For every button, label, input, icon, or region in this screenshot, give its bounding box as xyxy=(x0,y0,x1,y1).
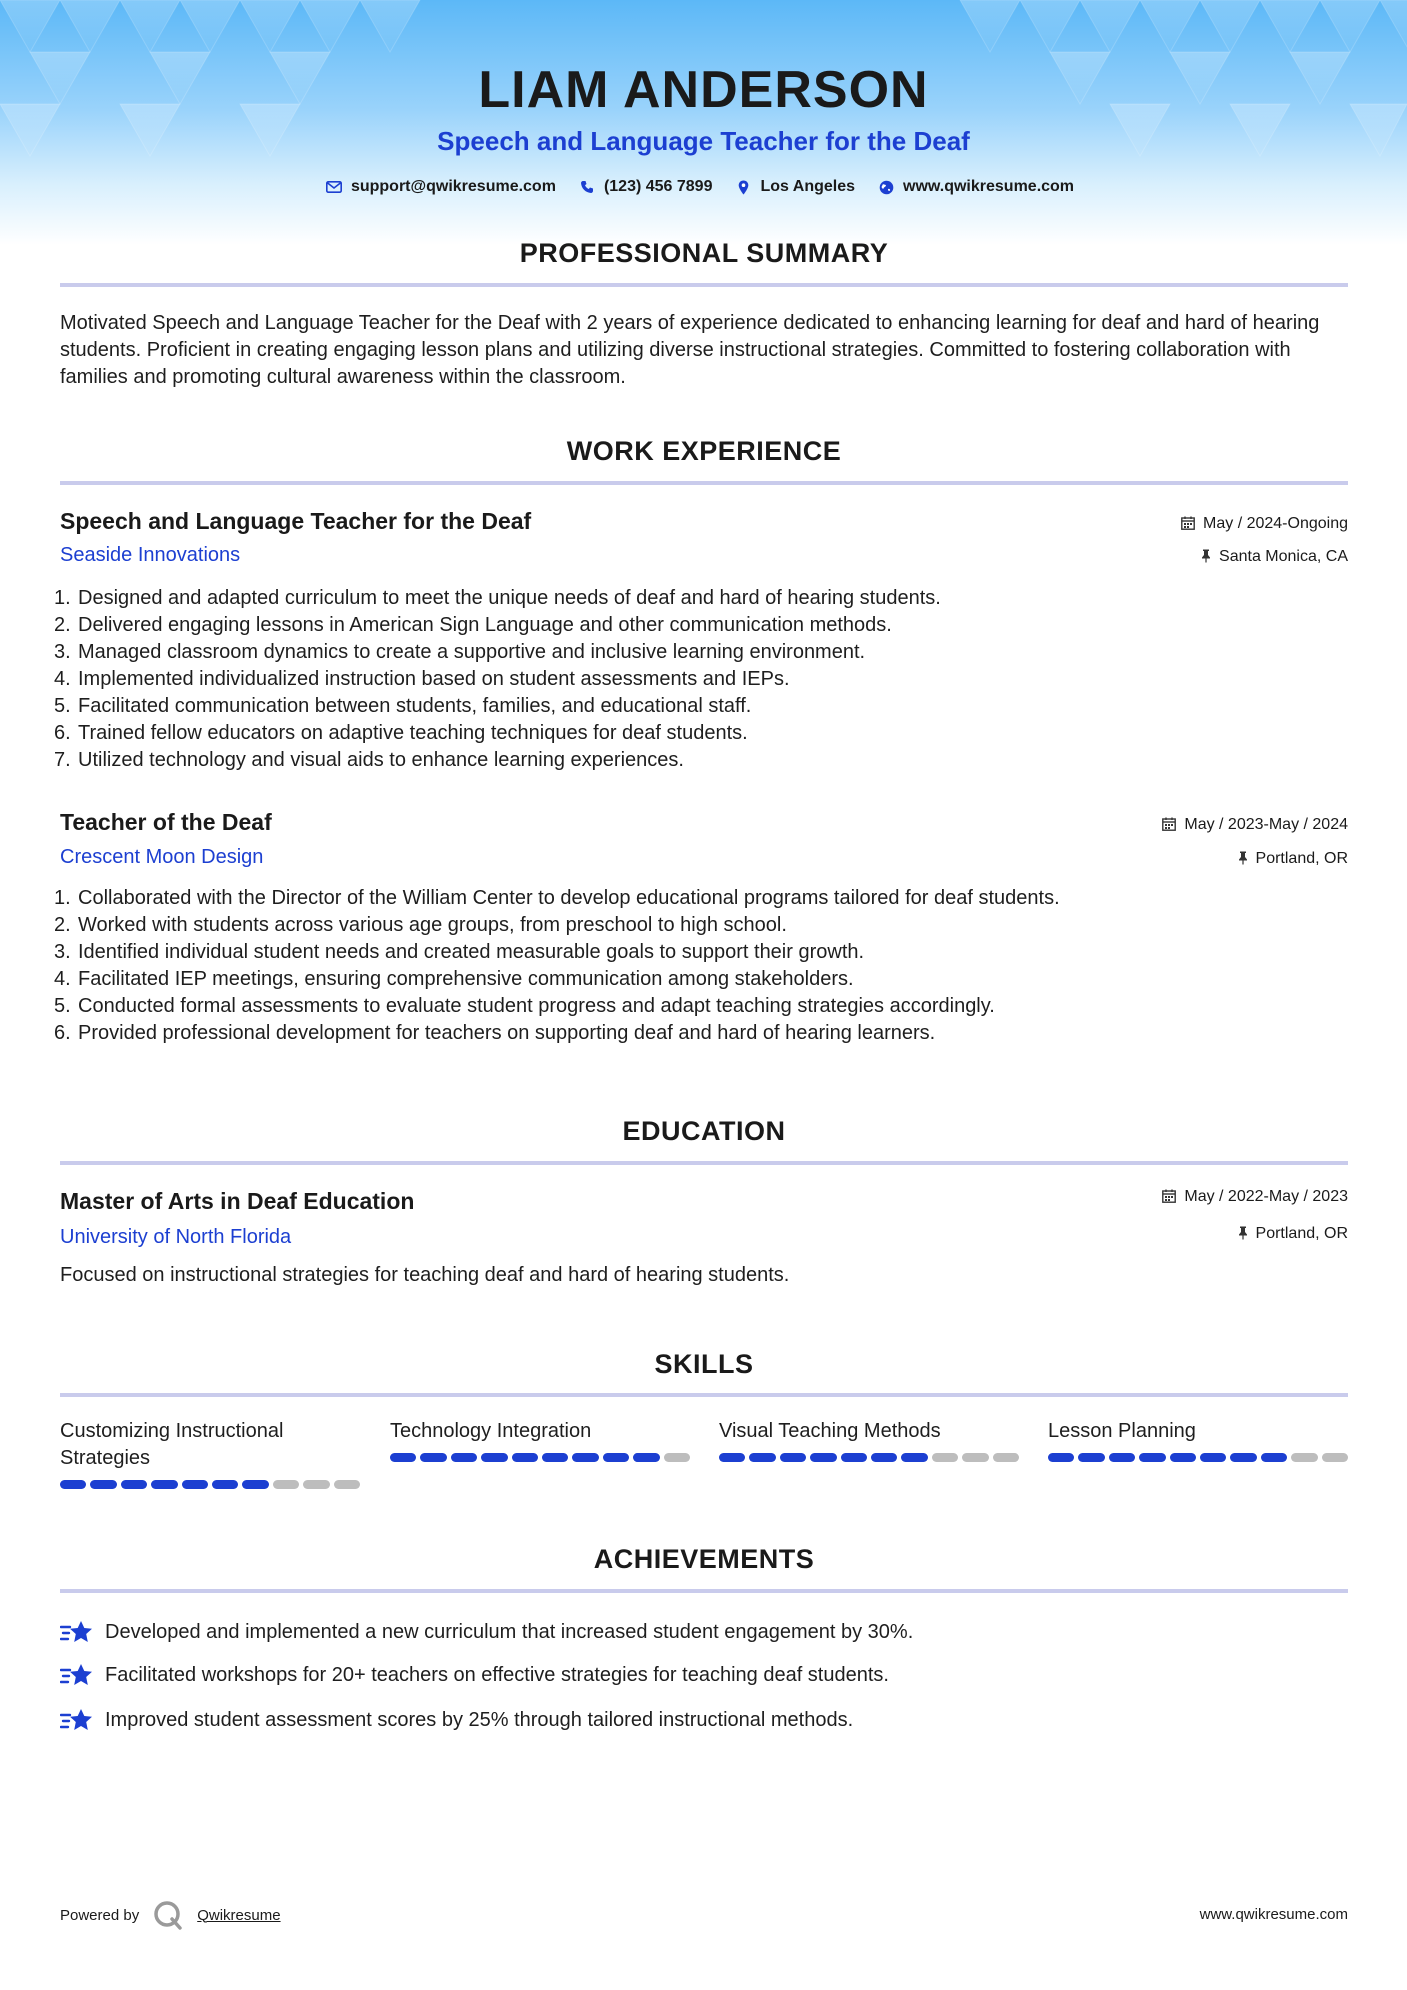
rating-dot-empty xyxy=(962,1453,988,1462)
rating-dot-filled xyxy=(1261,1453,1287,1462)
list-item: 5. Facilitated communication between students, families, and educational staff. xyxy=(54,695,752,717)
degree-title: Master of Arts in Deaf Education xyxy=(60,1188,415,1214)
star-award-icon xyxy=(60,1706,93,1734)
rating-dot-empty xyxy=(932,1453,958,1462)
job-dates-text: May / 2023-May / 2024 xyxy=(1184,816,1348,833)
job-dates xyxy=(1181,515,1348,533)
skills-divider xyxy=(60,1393,1348,1397)
rating-dot-filled xyxy=(901,1453,927,1462)
skill-name: Lesson Planning xyxy=(1048,1420,1196,1442)
education-location xyxy=(1238,1225,1348,1243)
rating-dot-filled xyxy=(572,1453,598,1462)
job-title: Speech and Language Teacher for the Deaf xyxy=(60,508,532,534)
rating-dot-filled xyxy=(780,1453,806,1462)
list-item: 1. Designed and adapted curriculum to meet the unique needs of deaf and hard of hearing students. xyxy=(54,587,941,609)
achievement-item xyxy=(60,1706,853,1734)
list-item: 2. Worked with students across various age groups, from preschool to high school. xyxy=(54,914,787,936)
brand-link[interactable]: Qwikresume xyxy=(197,1906,281,1924)
education-heading: EDUCATION xyxy=(622,1116,786,1146)
education-dates xyxy=(1162,1188,1348,1206)
calendar-icon xyxy=(1162,1189,1176,1206)
achievements-divider xyxy=(60,1589,1348,1593)
rating-dot-empty xyxy=(273,1480,299,1489)
rating-dot-filled xyxy=(841,1453,867,1462)
skill-item xyxy=(60,1418,360,1489)
skill-item xyxy=(390,1418,690,1462)
skill-name: Customizing Instructional Strategies xyxy=(60,1420,284,1469)
candidate-title: Speech and Language Teacher for the Deaf xyxy=(437,126,970,156)
rating-dot-empty xyxy=(1291,1453,1317,1462)
pushpin-icon xyxy=(1238,1226,1248,1243)
candidate-name: LIAM ANDERSON xyxy=(478,61,929,119)
job-company: Seaside Innovations xyxy=(60,544,241,566)
skills-heading: SKILLS xyxy=(654,1349,754,1379)
job-bullets xyxy=(54,585,1354,774)
achievement-text: Developed and implemented a new curriculum that increased student engagement by 30%. xyxy=(105,1620,914,1643)
rating-dot-filled xyxy=(242,1480,268,1489)
powered-by-label: Powered by xyxy=(60,1906,140,1924)
job-company: Crescent Moon Design xyxy=(60,846,264,868)
list-item: 2. Delivered engaging lessons in American Sign Language and other communication methods. xyxy=(54,614,892,636)
experience-divider xyxy=(60,481,1348,485)
list-item: 4. Implemented individualized instruction based on student assessments and IEPs. xyxy=(54,668,790,690)
rating-dot-empty xyxy=(1322,1453,1348,1462)
rating-dot-filled xyxy=(719,1453,745,1462)
job-location xyxy=(1201,548,1348,566)
rating-dot-filled xyxy=(420,1453,446,1462)
contact-phone[interactable] xyxy=(578,178,713,196)
list-item: 6. Trained fellow educators on adaptive teaching techniques for deaf students. xyxy=(54,722,748,744)
globe-icon xyxy=(877,180,895,195)
skill-item xyxy=(719,1418,1019,1462)
rating-dot-empty xyxy=(993,1453,1019,1462)
rating-dot-filled xyxy=(1139,1453,1165,1462)
star-award-icon xyxy=(60,1661,93,1689)
rating-dot-filled xyxy=(182,1480,208,1489)
rating-dot-filled xyxy=(151,1480,177,1489)
rating-dot-filled xyxy=(1230,1453,1256,1462)
list-item: 4. Facilitated IEP meetings, ensuring comprehensive communication among stakeholders. xyxy=(54,968,854,990)
skill-rating xyxy=(1048,1453,1348,1462)
rating-dot-empty xyxy=(303,1480,329,1489)
contact-location xyxy=(734,178,855,196)
rating-dot-filled xyxy=(1170,1453,1196,1462)
star-award-icon xyxy=(60,1618,93,1646)
contact-website[interactable] xyxy=(877,178,1074,196)
job-dates-text: May / 2024-Ongoing xyxy=(1203,515,1348,532)
map-pin-icon xyxy=(734,180,752,195)
skill-name: Visual Teaching Methods xyxy=(719,1420,941,1442)
envelope-icon xyxy=(325,181,343,193)
job-location-text: Portland, OR xyxy=(1255,850,1348,867)
summary-divider xyxy=(60,283,1348,287)
rating-dot-filled xyxy=(542,1453,568,1462)
rating-dot-filled xyxy=(1048,1453,1074,1462)
job-title: Teacher of the Deaf xyxy=(60,809,272,835)
summary-heading: PROFESSIONAL SUMMARY xyxy=(519,238,889,268)
skill-rating xyxy=(60,1480,360,1489)
achievement-item xyxy=(60,1661,889,1689)
list-item: 6. Provided professional development for teachers on supporting deaf and hard of hearing learners. xyxy=(54,1022,936,1044)
calendar-icon xyxy=(1162,817,1176,834)
skill-rating xyxy=(719,1453,1019,1462)
rating-dot-filled xyxy=(1200,1453,1226,1462)
job-bullets xyxy=(54,885,1354,1047)
list-item: 3. Managed classroom dynamics to create a supportive and inclusive learning environment. xyxy=(54,641,866,663)
resume-header xyxy=(0,58,1407,196)
phone-text: (123) 456 7899 xyxy=(603,178,713,195)
experience-heading: WORK EXPERIENCE xyxy=(566,436,842,466)
rating-dot-filled xyxy=(390,1453,416,1462)
rating-dot-filled xyxy=(512,1453,538,1462)
rating-dot-filled xyxy=(451,1453,477,1462)
rating-dot-filled xyxy=(90,1480,116,1489)
rating-dot-filled xyxy=(1109,1453,1135,1462)
footer-powered-by xyxy=(60,1900,281,1930)
education-dates-text: May / 2022-May / 2023 xyxy=(1184,1188,1348,1205)
phone-icon xyxy=(578,180,596,194)
job-location-text: Santa Monica, CA xyxy=(1219,548,1348,565)
rating-dot-filled xyxy=(810,1453,836,1462)
list-item: 1. Collaborated with the Director of the William Center to develop educational programs tailored for deaf students. xyxy=(54,887,1060,909)
contact-bar xyxy=(0,178,1407,196)
rating-dot-filled xyxy=(481,1453,507,1462)
achievement-text: Improved student assessment scores by 25% through tailored instructional methods. xyxy=(105,1708,854,1731)
pushpin-icon xyxy=(1238,851,1248,868)
job-dates xyxy=(1162,816,1348,834)
list-item: 7. Utilized technology and visual aids to enhance learning experiences. xyxy=(54,749,684,771)
rating-dot-filled xyxy=(212,1480,238,1489)
achievements-heading: ACHIEVEMENTS xyxy=(593,1544,815,1574)
achievement-text: Facilitated workshops for 20+ teachers on effective strategies for teaching deaf students. xyxy=(105,1663,889,1686)
rating-dot-empty xyxy=(664,1453,690,1462)
location-text: Los Angeles xyxy=(760,178,856,195)
website-text: www.qwikresume.com xyxy=(903,178,1075,195)
rating-dot-filled xyxy=(749,1453,775,1462)
list-item: 3. Identified individual student needs and created measurable goals to support their growth. xyxy=(54,941,865,963)
rating-dot-filled xyxy=(603,1453,629,1462)
achievement-item xyxy=(60,1618,913,1646)
email-text: support@qwikresume.com xyxy=(350,178,556,195)
rating-dot-filled xyxy=(121,1480,147,1489)
rating-dot-filled xyxy=(633,1453,659,1462)
rating-dot-filled xyxy=(871,1453,897,1462)
calendar-icon xyxy=(1181,516,1195,533)
pushpin-icon xyxy=(1201,549,1211,566)
rating-dot-empty xyxy=(334,1480,360,1489)
summary-text: Motivated Speech and Language Teacher for the Deaf with 2 years of experience dedicated to enhancing learning for deaf and hard of hearing students. Proficient in creating engaging lesson plans and utilizing diverse instructional strategies. Committed to fostering collaboration with families and promoting cultural awareness within the classroom. xyxy=(60,312,1320,388)
list-item: 5. Conducted formal assessments to evaluate student progress and adapt teaching strategies accordingly. xyxy=(54,995,995,1017)
education-divider xyxy=(60,1161,1348,1165)
footer-website[interactable]: www.qwikresume.com xyxy=(1199,1906,1348,1923)
education-location-text: Portland, OR xyxy=(1255,1225,1348,1242)
job-location xyxy=(1238,850,1348,868)
skill-item xyxy=(1048,1418,1348,1462)
contact-email[interactable] xyxy=(325,178,556,196)
education-description: Focused on instructional strategies for teaching deaf and hard of hearing students. xyxy=(60,1264,790,1286)
skill-rating xyxy=(390,1453,690,1462)
qwikresume-logo-icon xyxy=(153,1900,183,1930)
rating-dot-filled xyxy=(60,1480,86,1489)
skill-name: Technology Integration xyxy=(390,1420,592,1442)
school-name: University of North Florida xyxy=(60,1226,292,1248)
rating-dot-filled xyxy=(1078,1453,1104,1462)
